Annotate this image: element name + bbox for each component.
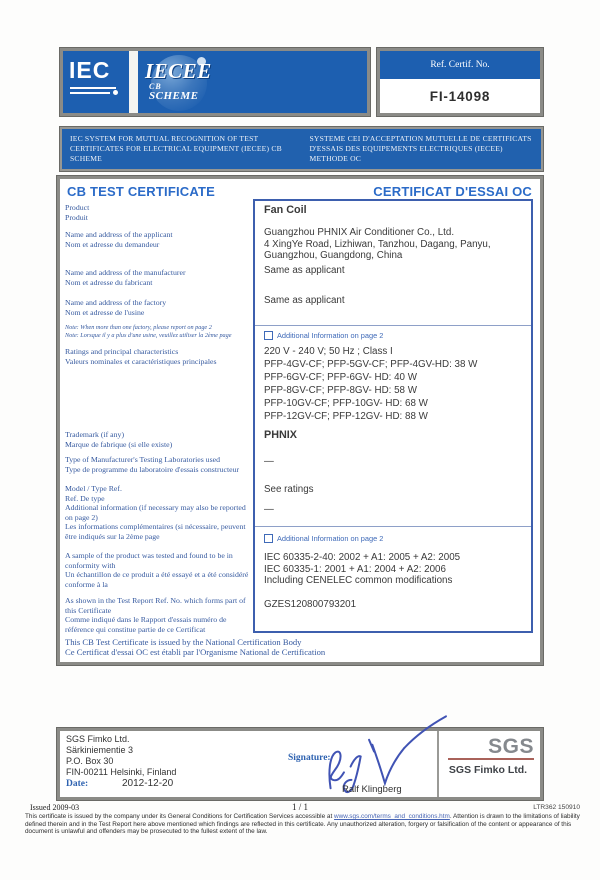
scheme-logo-text: SCHEME [149,90,199,102]
certificate-body [57,176,543,665]
label-addinfo-en: Additional information (if necessary may also be reported on page 2) [65,503,246,522]
value-ratings [264,345,522,423]
scheme-banner-fr: SYSTEME CEI D'ACCEPTATION MUTUELLE DE CERTIFICATS D'ESSAIS DES EQUIPEMENTS ELECTRIQUES (IECEE) METHODE OC [309,134,532,163]
value-report-ref: GZES120800793201 [264,599,357,610]
label-product-fr: Produit [65,212,88,222]
label-product-en: Product [65,203,90,212]
checkbox-icon [264,534,273,543]
additional-info-label: Additional Information on page 2 [277,534,384,543]
label-applicant [65,230,253,249]
issued-by-statement [65,637,535,658]
issuer-footer [57,728,543,800]
scheme-banner-en: IEC SYSTEM FOR MUTUAL RECOGNITION OF TEST CERTIFICATES FOR ELECTRICAL EQUIPMENT (IECEE) CB SCHEME [70,134,282,163]
value-applicant [264,227,522,262]
value-product: Fan Coil [264,204,307,216]
value-standards-line: IEC 60335-1: 2001 + A1: 2004 + A2: 2006 [264,563,446,575]
label-ratings [65,347,253,366]
issued-by-fr: Ce Certificat d'essai OC est établi par l'Organisme National de Certification [65,647,326,658]
value-standards-line: Including CENELEC common modifications [264,575,453,586]
footer-divider [437,731,439,797]
value-standards-line: IEC 60335-2-40: 2002 + A1: 2005 + A2: 2005 [264,552,461,563]
label-factory-fr: Nom et adresse de l'usine [65,307,145,317]
scheme-banner [60,127,543,171]
signature-label: Signature: [288,753,331,763]
label-sample-en: A sample of the product was tested and found to be in conformity with [65,551,233,570]
iecee-logo-text: IECEE [145,59,212,83]
cb-logo-text: CB [149,82,162,91]
value-applicant-line: Guangzhou, Guangdong, China [264,250,403,261]
value-ratings-line: PFP-10GV-CF; PFP-10GV- HD: 68 W [264,398,428,409]
value-ratings-line: PFP-12GV-CF; PFP-12GV- HD: 88 W [264,411,428,422]
value-ratings-line: PFP-6GV-CF; PFP-6GV- HD: 40 W [264,372,417,383]
value-ratings-line: PFP-8GV-CF; PFP-8GV- HD: 58 W [264,385,417,396]
section-divider [255,325,531,326]
label-manufacturer [65,268,253,287]
legal-text: This certificate is issued by the company under its General Conditions for Certification Services accessible at [25,813,335,820]
label-factory-note-fr: Note: Lorsque il y a plus d'une usine, veuillez utiliser la 2ème page [65,331,232,339]
terms-link: www.sgs.com/terms_and_conditions.htm [334,813,450,820]
label-model [65,484,253,503]
label-trademark-en: Trademark (if any) [65,430,125,439]
value-ratings-line: 220 V - 240 V; 50 Hz ; Class I [264,346,393,357]
additional-info-row [264,331,383,340]
iec-logo-text: IEC [69,57,111,83]
iecee-logo [145,61,212,102]
value-applicant-line: 4 XingYe Road, Lizhiwan, Tanzhou, Dagang, Panyu, [264,238,491,250]
label-report [65,596,253,634]
value-trademark: PHNIX [264,429,297,441]
label-sample [65,551,253,589]
label-factory-note [65,324,265,339]
iec-logo-line [70,87,116,89]
label-testlab-en: Type of Manufacturer's Testing Laboratories used [65,455,220,464]
label-model-en: Model / Type Ref. [65,484,122,493]
issuer-address-line: Särkiniementie 3 [66,745,134,755]
label-manufacturer-fr: Nom et adresse du fabricant [65,277,153,287]
issuer-address-line: FIN-00211 Helsinki, Finland [66,767,177,777]
certificate-values-box [253,199,533,633]
ref-certificate-number: FI-14098 [429,88,491,104]
label-report-en: As shown in the Test Report Ref. No. which forms part of this Certificate [65,596,246,615]
label-trademark-fr: Marque de fabrique (si elle existe) [65,439,173,449]
date-value: 2012-12-20 [122,778,174,789]
value-standards [264,552,522,587]
certificate-title-en: CB TEST CERTIFICATE [67,184,215,199]
label-sample-fr: Un échantillon de ce produit a été essayé et a été considéré conforme à la [65,570,249,589]
page-number: 1 / 1 [291,802,308,812]
value-model: See ratings [264,484,314,495]
value-testlab: — [264,456,274,467]
logo-separator [129,51,138,113]
label-ratings-en: Ratings and principal characteristics [65,347,179,356]
document-code: LTR362 150910 [533,804,580,811]
label-report-fr: Comme indiqué dans le Rapport d'essais numéro de référence qui constitue partie de ce Certificat [65,615,227,634]
sgs-logo: SGS [448,736,534,760]
label-trademark [65,430,253,449]
label-testlab [65,455,253,474]
label-applicant-en: Name and address of the applicant [65,230,173,239]
date-label: Date: [66,779,89,789]
label-manufacturer-en: Name and address of the manufacturer [65,268,186,277]
label-factory [65,298,253,317]
label-addinfo-fr: Les informations complémentaires (si nécessaire, peuvent être indiqués sur la 2ème page [65,522,246,541]
value-ratings-line: PFP-4GV-CF; PFP-5GV-CF; PFP-4GV-HD: 38 W [264,359,478,370]
iec-logo-line [70,92,110,94]
additional-info-label: Additional Information on page 2 [277,331,384,340]
label-factory-note-en: Note: When more than one factory, please report on page 2 [65,324,212,331]
label-product [65,203,253,222]
issuer-address-line: SGS Fimko Ltd. [66,734,130,744]
iec-logo-dot [113,90,118,95]
label-model-fr: Ref. De type [65,493,105,503]
issued-version: Issued 2009-03 [30,803,80,812]
issuer-address [66,734,176,778]
iec-logo [69,57,125,107]
ref-certificate-box [377,48,543,116]
sgs-company-name: SGS Fimko Ltd. [448,764,528,776]
ref-certificate-label: Ref. Certif. No. [380,51,540,79]
label-ratings-fr: Valeurs nominales et caractéristiques principales [65,356,217,366]
checkbox-icon [264,331,273,340]
label-addinfo [65,503,253,541]
value-applicant-line: Guangzhou PHNIX Air Conditioner Co., Ltd. [264,227,455,238]
section-divider [255,526,531,527]
value-factory: Same as applicant [264,295,345,306]
additional-info-row [264,534,383,543]
issued-by-en: This CB Test Certificate is issued by the National Certification Body [65,637,302,647]
label-applicant-fr: Nom et adresse du demandeur [65,239,160,249]
label-testlab-fr: Type de programme du laboratoire d'essais constructeur [65,464,240,474]
value-manufacturer: Same as applicant [264,265,345,276]
iecee-logo-bar [60,48,370,116]
label-factory-en: Name and address of the factory [65,298,167,307]
certificate-title-fr: CERTIFICAT D'ESSAI OC [373,184,532,199]
legal-text: . Attention is drawn to the limitations of liability defined therein and in the Test Report here above mentioned which findings are reflected in this certificate. Any unauthorized alteration, forgery or falsification of the content or appearance of this document is unlawful and offenders may be prosecuted to the fullest extent of the law. [25,813,580,836]
legal-disclaimer [25,813,580,836]
value-addinfo: — [264,504,274,515]
issuer-address-line: P.O. Box 30 [66,756,114,766]
signatory-name: Ralf Klingberg [342,784,402,795]
